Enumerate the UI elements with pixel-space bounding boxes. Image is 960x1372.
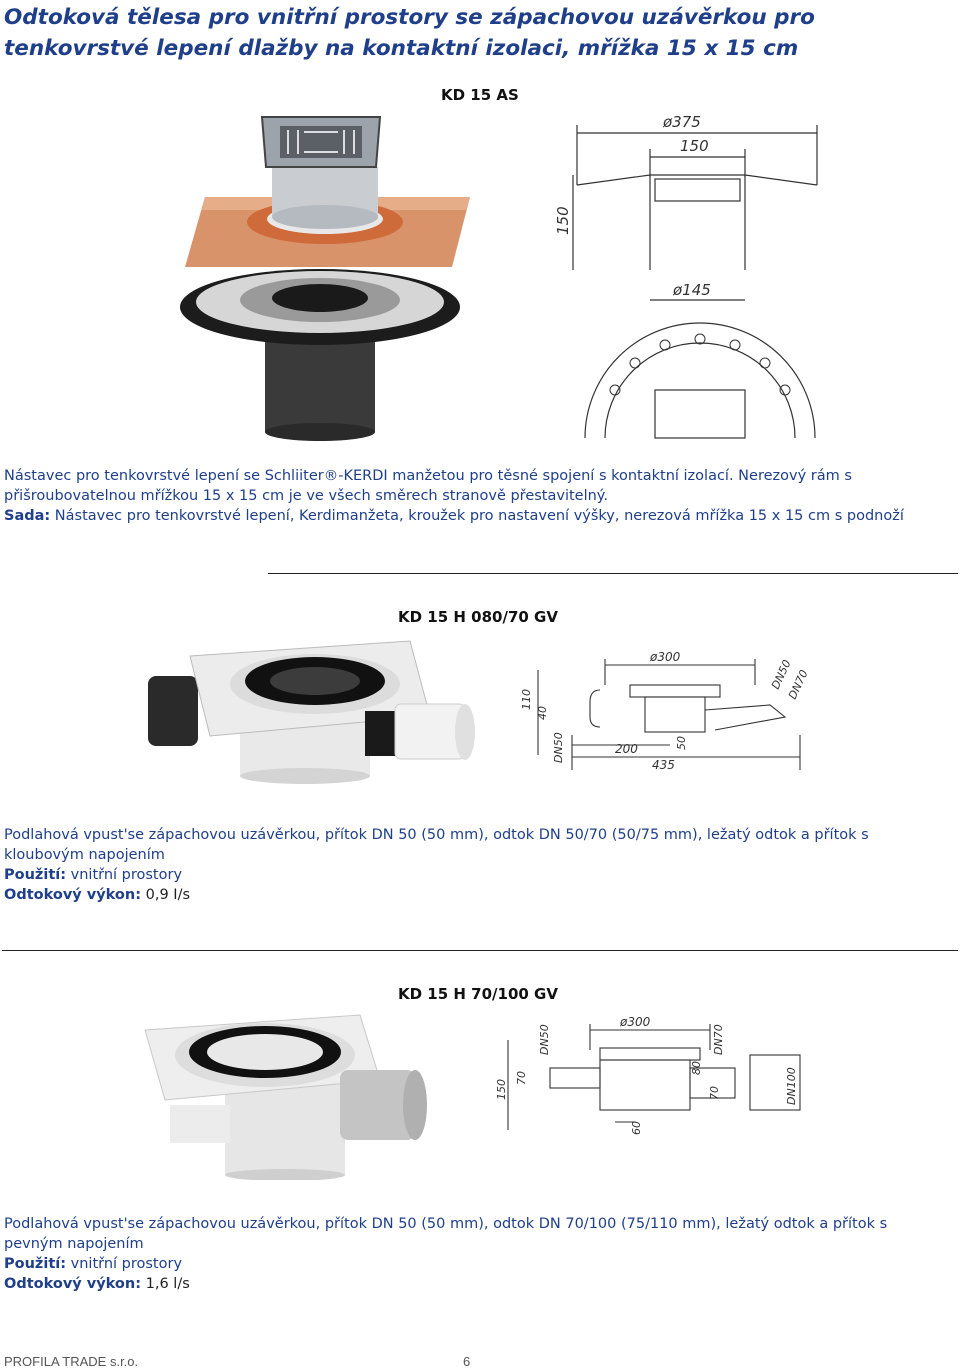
section-divider bbox=[268, 573, 958, 574]
technical-drawing-kd15as bbox=[555, 105, 825, 440]
flow-value: 0,9 I/s bbox=[141, 887, 191, 903]
title-line-1: Odtoková tělesa pro vnitřní prostory se zápachovou uzávěrkou pro bbox=[4, 5, 815, 30]
dim-text: ø300 bbox=[650, 650, 681, 664]
product-description-kd15h080 bbox=[4, 825, 869, 905]
desc-line: Podlahová vpust'se zápachovou uzávěrkou, přítok DN 50 (50 mm), odtok DN 70/100 (75/110 mm), ležatý odtok a přítok s bbox=[4, 1216, 888, 1232]
product-description-kd15h70100 bbox=[4, 1214, 887, 1294]
product-code-kd15h70100: KD 15 H 70/100 GV bbox=[398, 985, 558, 1003]
footer-page-number: 6 bbox=[463, 1354, 471, 1369]
dim-text: 435 bbox=[652, 758, 675, 772]
product-photo-kd15as bbox=[180, 112, 480, 442]
dim-text: DN50 bbox=[768, 657, 794, 692]
technical-drawing-kd15h70100 bbox=[490, 1010, 810, 1140]
set-text: Nástavec pro tenkovrstvé lepení, Kerdimanžeta, kroužek pro nastavení výšky, nerezová mřížka 15 x 15 cm s podnoží bbox=[50, 508, 904, 524]
desc-line: kloubovým napojením bbox=[4, 847, 165, 863]
dim-text: DN70 bbox=[712, 1024, 725, 1055]
dim-text: ø145 bbox=[673, 281, 711, 299]
dim-text: 40 bbox=[536, 706, 549, 720]
dim-text: 50 bbox=[675, 736, 688, 750]
page-title bbox=[4, 2, 954, 64]
product-code-kd15h080: KD 15 H 080/70 GV bbox=[398, 608, 558, 626]
dim-text: ø300 bbox=[620, 1015, 651, 1029]
dim-text: 60 bbox=[630, 1121, 643, 1135]
desc-line: přišroubovatelnou mřížkou 15 x 15 cm je ve všech směrech stranově přestavitelný. bbox=[4, 488, 608, 504]
section-divider bbox=[2, 950, 958, 951]
usage bbox=[4, 1254, 887, 1274]
flow-rate bbox=[4, 1274, 887, 1294]
title-line-2: tenkovrstvé lepení dlažby na kontaktní izolaci, mřížka 15 x 15 cm bbox=[4, 36, 799, 61]
flow-value: 1,6 l/s bbox=[141, 1276, 190, 1292]
dim-text: DN50 bbox=[538, 1024, 551, 1055]
set-contents bbox=[4, 506, 904, 526]
dim-text: DN70 bbox=[785, 667, 810, 702]
dim-text: 150 bbox=[555, 206, 572, 235]
usage-label: Použití: bbox=[4, 1256, 67, 1272]
dim-text: 150 bbox=[495, 1079, 508, 1100]
usage bbox=[4, 865, 869, 885]
usage-value: vnitřní prostory bbox=[66, 1256, 183, 1272]
flow-label: Odtokový výkon: bbox=[4, 1276, 142, 1292]
usage-value: vnitřní prostory bbox=[66, 867, 183, 883]
set-label: Sada: bbox=[4, 508, 51, 524]
dim-text: 110 bbox=[520, 689, 533, 710]
dim-text: ø375 bbox=[663, 113, 701, 131]
product-code-kd15as: KD 15 AS bbox=[441, 86, 519, 104]
flow-label: Odtokový výkon: bbox=[4, 887, 142, 903]
usage-label: Použití: bbox=[4, 867, 67, 883]
dim-text: 150 bbox=[680, 137, 709, 155]
dim-text: DN100 bbox=[785, 1067, 798, 1105]
desc-line: Podlahová vpust'se zápachovou uzávěrkou, přítok DN 50 (50 mm), odtok DN 50/70 (50/75 mm), ležatý odtok a přítok s bbox=[4, 827, 869, 843]
desc-line: Nástavec pro tenkovrstvé lepení se Schliiter®-KERDI manžetou pro těsné spojení s kontaktní izolací. Nerezový rám s bbox=[4, 468, 852, 484]
dim-text: 70 bbox=[515, 1071, 528, 1085]
product-photo-kd15h70100 bbox=[140, 1010, 440, 1180]
dim-text: 200 bbox=[615, 742, 638, 756]
flow-rate bbox=[4, 885, 869, 905]
dim-text: 80 bbox=[690, 1061, 703, 1075]
technical-drawing-kd15h080 bbox=[510, 645, 810, 775]
footer-company: PROFILA TRADE s.r.o. bbox=[4, 1354, 139, 1369]
desc-line: pevným napojením bbox=[4, 1236, 144, 1252]
dim-text: DN50 bbox=[552, 732, 565, 763]
product-photo-kd15h080 bbox=[140, 636, 480, 786]
product-description-kd15as bbox=[4, 466, 904, 526]
dim-text: 70 bbox=[708, 1086, 721, 1100]
